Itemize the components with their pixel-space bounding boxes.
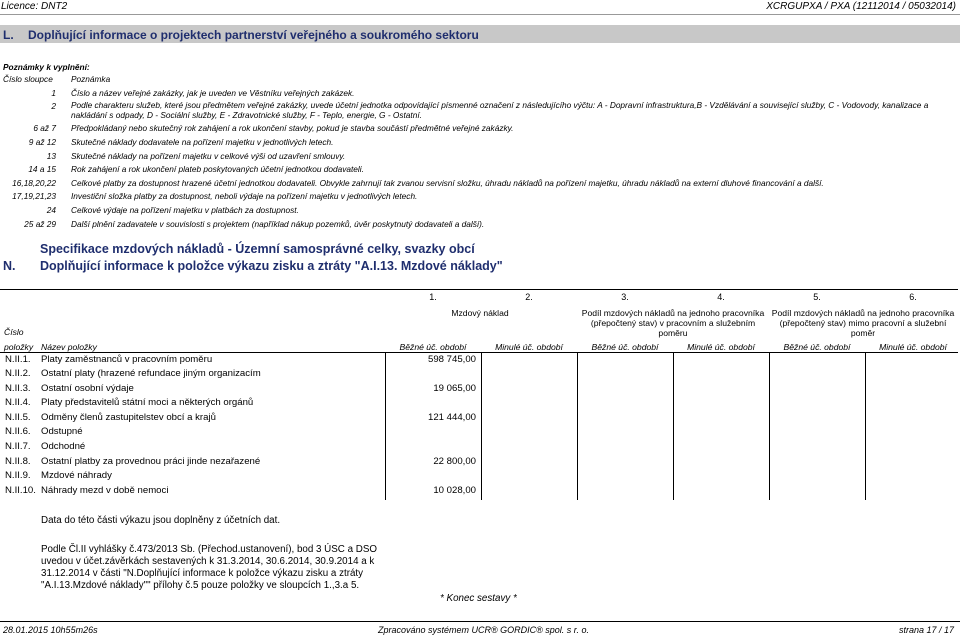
section-n-letter: N.	[3, 259, 16, 273]
legal-note-line: uvedou v účet.závěrkách sestavených k 31.3.2014, 30.6.2014, 30.9.2014 a k	[41, 556, 375, 567]
notes-col-note-header: Poznámka	[71, 74, 111, 84]
footer-system: Zpracováno systémem UCR® GORDIC® spol. s r. o.	[378, 625, 589, 635]
row-name: Ostatní platby za provednou práci jinde nezařazené	[41, 456, 261, 467]
notes-col-number-header: Číslo sloupce	[3, 74, 53, 84]
footer-divider	[0, 621, 960, 622]
row-name: Platy zaměstnanců v pracovním poměru	[41, 354, 213, 365]
legal-note-line: Podle Čl.II vyhlášky č.473/2013 Sb. (Přechod.ustanovení), bod 3 ÚSC a DSO	[41, 544, 377, 555]
legal-note-line: "A.I.13.Mzdové náklady"" přílohy č.5 pouze položky ve sloupcích 1.,3.a 5.	[41, 580, 360, 591]
note-text: Další plnění zadavatele v souvislosti s projektem (například nákup pozemků, úvěr poskytnutý dodavateli a další).	[71, 219, 485, 229]
row-code: N.II.5.	[5, 412, 31, 423]
row-value: 121 444,00	[427, 412, 476, 423]
row-value: 19 065,00	[433, 383, 476, 394]
col-divider	[385, 352, 386, 500]
period-previous-1: Minulé úč. období	[495, 342, 563, 352]
legal-note-line: 31.12.2014 v části "N.Doplňující informace k položce výkazu zisku a ztráty	[41, 568, 364, 579]
col-number-2: 2.	[525, 292, 533, 302]
row-name: Ostatní platy (hrazené refundace jiným organizacím	[41, 368, 261, 379]
period-current-3: Běžné úč. období	[783, 342, 851, 352]
table-header-bottom-border	[0, 352, 958, 353]
licence-label: Licence: DNT2	[1, 1, 68, 12]
note-number: 16,18,20,22	[12, 178, 56, 188]
row-value: 22 800,00	[433, 456, 476, 467]
header-cislo: Číslo	[4, 327, 24, 337]
note-text: Podle charakteru služeb, které jsou předmětem veřejné zakázky, uvede účetní jednotka odpovídající písmenné označení z následujícího výčtu: A - Dopravní infrastruktura,B - Vzdělávání a související služby, C - Vodovody, kanalizace a nakládání s odpady, D - Sociální služby, E - Zdravotnické služby, F - Teplo, energie, G - Ostatní.	[71, 100, 929, 120]
row-code: N.II.4.	[5, 397, 31, 408]
group-header-outside-employment: Podíl mzdových nákladů na jednoho pracovníka (přepočtený stav) mimo pracovní a služební poměr	[771, 308, 955, 338]
period-previous-3: Minulé úč. období	[879, 342, 947, 352]
row-name: Náhrady mezd v době nemoci	[41, 485, 169, 496]
row-code: N.II.9.	[5, 470, 31, 481]
col-number-1: 1.	[429, 292, 437, 302]
row-code: N.II.8.	[5, 456, 31, 467]
note-text: Číslo a název veřejné zakázky, jak je uveden ve Věstníku veřejných zakázek.	[71, 88, 355, 98]
notes-heading: Poznámky k vyplnění:	[3, 62, 90, 72]
note-number: 9 až 12	[28, 137, 56, 147]
section-l-letter: L.	[3, 28, 14, 42]
note-number: 2	[51, 101, 56, 111]
row-code: N.II.7.	[5, 441, 31, 452]
section-n-title: Doplňující informace k položce výkazu zisku a ztráty "A.I.13. Mzdové náklady"	[40, 259, 503, 273]
report-code-label: XCRGUPXA / PXA (12112014 / 05032014)	[766, 1, 956, 12]
row-name: Odstupné	[41, 426, 83, 437]
note-text: Investiční složka platby za dostupnost, neboli výdaje na pořízení majetku v jednotlivých letech.	[71, 191, 418, 201]
note-number: 1	[51, 88, 56, 98]
header-nazev-polozky: Název položky	[41, 342, 97, 352]
note-number: 25 až 29	[24, 219, 56, 229]
note-number: 17,19,21,23	[12, 191, 56, 201]
row-code: N.II.10.	[5, 485, 36, 496]
group-header-in-employment: Podíl mzdových nákladů na jednoho pracovníka (přepočtený stav) v pracovním a služebním poměru	[581, 308, 765, 338]
col-number-5: 5.	[813, 292, 821, 302]
period-previous-2: Minulé úč. období	[687, 342, 755, 352]
row-value: 10 028,00	[433, 485, 476, 496]
note-number: 13	[46, 151, 56, 161]
row-name: Odchodné	[41, 441, 86, 452]
section-n-subtitle: Specifikace mzdových nákladů - Územní samosprávné celky, svazky obcí	[40, 242, 475, 256]
footer-datetime: 28.01.2015 10h55m26s	[3, 625, 98, 635]
row-name: Odměny členů zastupitelstev obcí a krajů	[41, 412, 216, 423]
note-text: Celkové platby za dostupnost hrazené účetní jednotkou dodavateli. Obvykle zahrnují tak zvanou servisní složku, úhradu nákladů na pořízení majetku, úhradu nákladů na externí dluhové financování a další.	[71, 178, 824, 188]
row-name: Platy představitelů státní moci a některých orgánů	[41, 397, 254, 408]
col-number-6: 6.	[909, 292, 917, 302]
end-of-report-mark: * Konec sestavy *	[440, 593, 517, 604]
row-code: N.II.6.	[5, 426, 31, 437]
row-code: N.II.1.	[5, 354, 31, 365]
col-number-3: 3.	[621, 292, 629, 302]
data-source-note: Data do této části výkazu jsou doplněny z účetních dat.	[41, 515, 281, 526]
col-divider	[865, 352, 866, 500]
col-number-4: 4.	[717, 292, 725, 302]
note-text: Skutečné náklady na pořízení majetku v celkové výši od uzavření smlouvy.	[71, 151, 346, 161]
col-divider	[481, 352, 482, 500]
row-name: Ostatní osobní výdaje	[41, 383, 134, 394]
table-top-border	[0, 289, 958, 290]
row-code: N.II.2.	[5, 368, 31, 379]
row-code: N.II.3.	[5, 383, 31, 394]
footer-page-number: strana 17 / 17	[898, 625, 954, 635]
section-l-title: Doplňující informace o projektech partnerství veřejného a soukromého sektoru	[28, 28, 479, 42]
row-value: 598 745,00	[427, 354, 476, 365]
note-text: Rok zahájení a rok ukončení plateb poskytovaných účetní jednotkou dodavateli.	[71, 164, 364, 174]
note-number: 6 až 7	[33, 123, 56, 133]
row-name: Mzdové náhrady	[41, 470, 112, 481]
col-divider	[769, 352, 770, 500]
col-divider	[577, 352, 578, 500]
note-number: 24	[46, 205, 56, 215]
group-header-wage-cost: Mzdový náklad	[451, 308, 509, 318]
note-text: Skutečné náklady dodavatele na pořízení majetku v jednotlivých letech.	[71, 137, 334, 147]
header-polozky: položky	[4, 342, 34, 352]
note-number: 14 a 15	[28, 164, 56, 174]
period-current-2: Běžné úč. období	[591, 342, 659, 352]
note-text: Celkové výdaje na pořízení majetku v platbách za dostupnost.	[71, 205, 299, 215]
note-text: Předpokládaný nebo skutečný rok zahájení a rok ukončení stavby, pokud je stavba součástí předmětné veřejné zakázky.	[71, 123, 514, 133]
col-divider	[673, 352, 674, 500]
period-current-1: Běžné úč. období	[399, 342, 467, 352]
header-divider	[0, 14, 960, 15]
